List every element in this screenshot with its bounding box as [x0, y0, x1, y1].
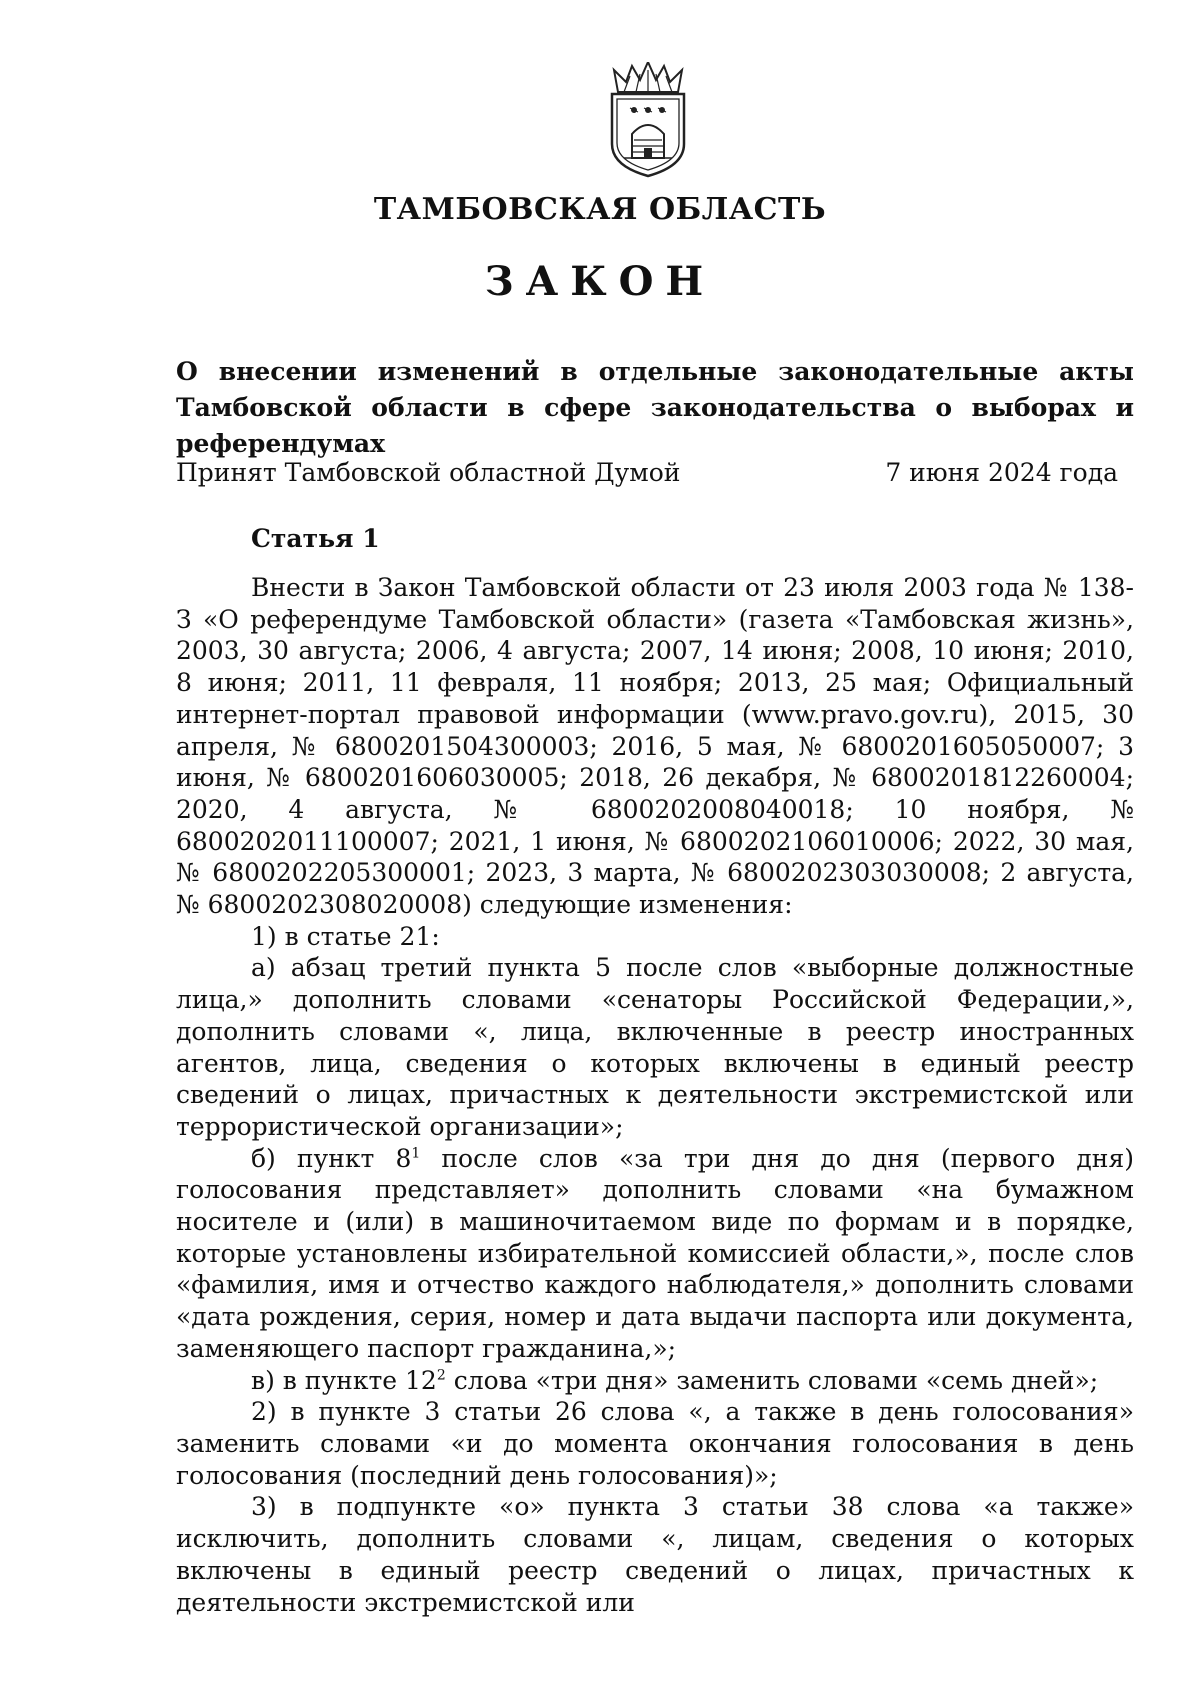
article-intro-paragraph: Внести в Закон Тамбовской области от 23 июля 2003 года № 138-З «О референдуме Тамбовской области» (газета «Тамбовская жизнь», 2003, 30 августа; 2006, 4 августа; 2007, 14 июня; 2008, 10 июня; 2010, 8 июня; 2011, 11 февраля, 11 ноября; 2013, 25 мая; Официальный интернет-портал правовой информации (www.pravo.gov.ru), 2015, 30 апреля, № 6800201504300003; 2016, 5 мая, № 6800201605050007; 3 июня, № 6800201606030005; 2018, 26 декабря, № 6800201812260004; 2020, 4 августа, № 6800202008040018; 10 ноября, № 6800202011100007; 2021, 1 июня, № 6800202106010006; 2022, 30 мая, № 6800202205300001; 2023, 3 марта, № 6800202303030008; 2 августа, № 6800202308020008) следующие изменения: — [176, 573, 1134, 920]
item-1b-text-rest: после слов «за три дня до дня (первого дня) голосования представляет» дополнить словами «на бумажном носителе и (или) в машиночитаемом виде по формам и в порядке, которые установлены избирательной комиссией области,», после слов «фамилия, имя и отчество каждого наблюдателя,» дополнить словами «дата рождения, серия, номер и дата выдачи паспорта или документа, заменяющего паспорт гражданина,»; — [176, 1143, 1134, 1363]
item-1-paragraph: 1) в статье 21: — [251, 921, 440, 951]
item-1a-paragraph: а) абзац третий пункта 5 после слов «выборные должностные лица,» дополнить словами «сенаторы Российской Федерации,», дополнить словами «, лица, включенные в реестр иностранных агентов, лица, сведения о которых включены в единый реестр сведений о лицах, причастных к деятельности экстремистской или террористической организации»; — [176, 953, 1134, 1141]
item-3-paragraph: 3) в подпункте «о» пункта 3 статьи 38 слова «а также» исключить, дополнить словами «, лицам, сведения о которых включены в единый реестр сведений о лицах, причастных к деятельности экстремистской или — [176, 1492, 1134, 1617]
item-1v-superscript: 2 — [436, 1367, 446, 1384]
item-2-paragraph: 2) в пункте 3 статьи 26 слова «, а также в день голосования» заменить словами «и до момента окончания голосования в день голосования (последний день голосования)»; — [176, 1397, 1134, 1490]
item-1v-paragraph — [176, 1365, 1134, 1397]
article-heading: Статья 1 — [251, 524, 380, 553]
adopted-by: Принят Тамбовской областной Думой — [176, 458, 681, 487]
region-title: ТАМБОВСКАЯ ОБЛАСТЬ — [373, 192, 827, 227]
item-1b-superscript: 1 — [411, 1145, 421, 1162]
coat-of-arms-emblem — [604, 62, 692, 180]
item-1v-text-start: в) в пункте 12 — [251, 1365, 437, 1395]
adoption-date: 7 июня 2024 года — [885, 458, 1118, 487]
item-1b-text-start: б) пункт 8 — [251, 1143, 412, 1173]
document-type: ЗАКОН — [484, 258, 716, 305]
article-body — [176, 572, 1134, 1618]
item-1v-text-rest: слова «три дня» заменить словами «семь дней»; — [445, 1365, 1099, 1395]
law-title: О внесении изменений в отдельные законодательные акты Тамбовской области в сфере законодательства о выборах и референдумах — [176, 357, 1134, 458]
item-1b-paragraph — [176, 1143, 1134, 1365]
